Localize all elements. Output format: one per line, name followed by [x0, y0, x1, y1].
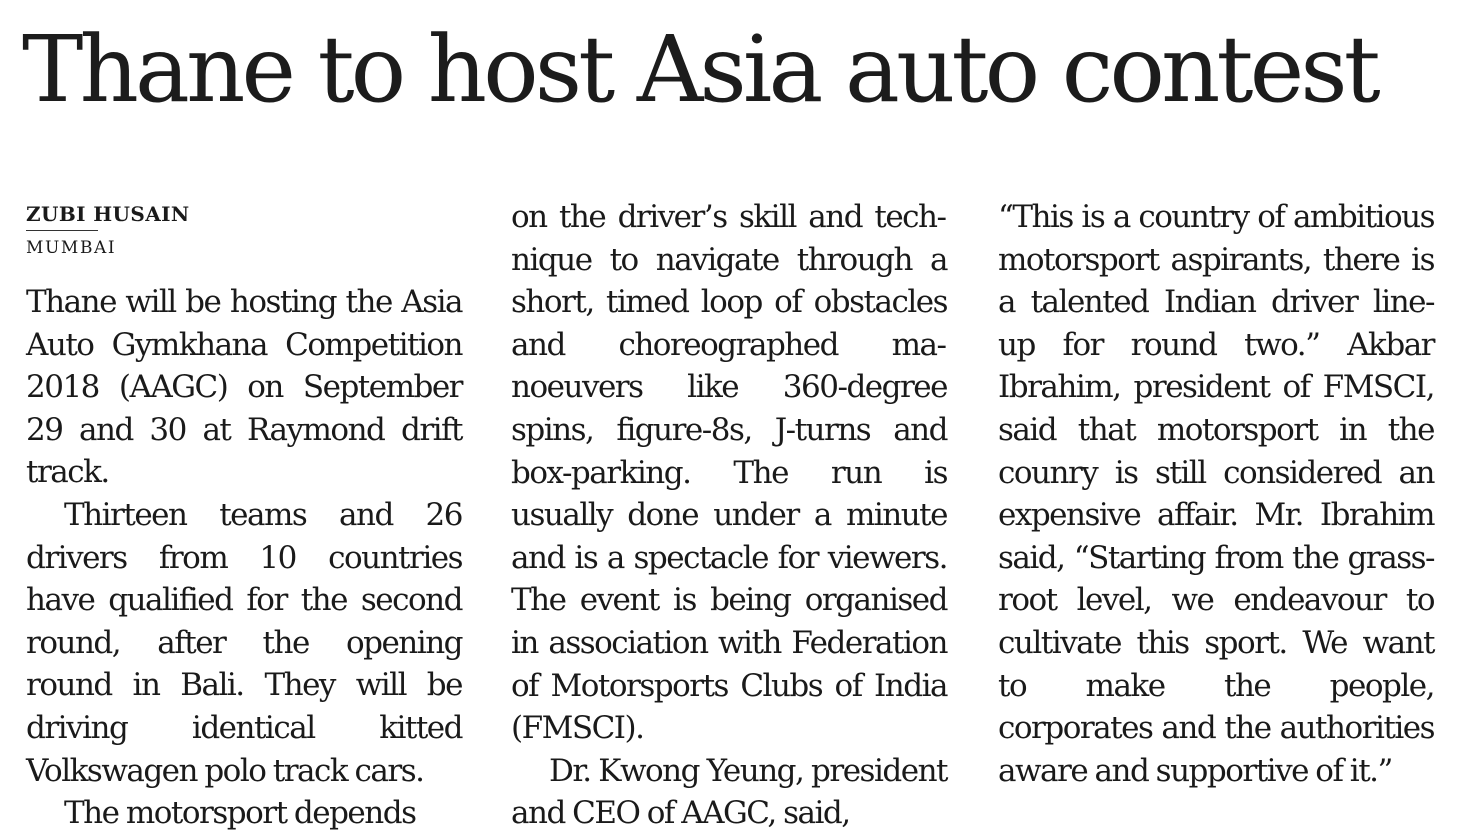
- article-column-3: [998, 196, 1434, 792]
- paragraph: Thirteen teams and 26 drivers from 10 countries have qualified for the second round, after the opening round in Bali. They will be driving identical kitted Volkswagen polo track cars.: [26, 496, 462, 789]
- paragraph: The motorsport depends: [64, 795, 416, 832]
- paragraph: “This is a country of ambitious motorsport aspirants, there is a talented Indian driver line-up for round two.” Akbar Ibrahim, president of FMSCI, said that motorsport in the counry is still considered an expensive affair. Mr. Ibrahim said, “Starting from the grass-root level, we endeavour to cultivate this sport. We want to make the people, corporates and the authorities aware and supportive of it.”: [998, 199, 1434, 789]
- paragraph: Dr. Kwong Yeung, president and CEO of AAGC, said,: [511, 752, 947, 832]
- byline-location: MUMBAI: [26, 238, 117, 258]
- headline: Thane to host Asia auto contest: [22, 16, 1377, 123]
- article-column-1: [26, 281, 462, 835]
- paragraph: on the driver’s skill and technique to navigate through a short, timed loop of obstacles and choreographed manoeuvers like 360-degree spins, figure-8s, J-turns and box-parking. The run is usually done under a minute and is a spectacle for viewers. The event is being organised in association with Federation of Motorsports Clubs of India (FMSCI).: [511, 199, 947, 747]
- byline: [26, 200, 466, 262]
- byline-author: ZUBI HUSAIN: [26, 202, 190, 226]
- article-column-2: [511, 196, 947, 835]
- paragraph: Thane will be hosting the Asia Auto Gymkhana Competition 2018 (AAGC) on September 29 and 30 at Raymond drift track.: [26, 284, 462, 491]
